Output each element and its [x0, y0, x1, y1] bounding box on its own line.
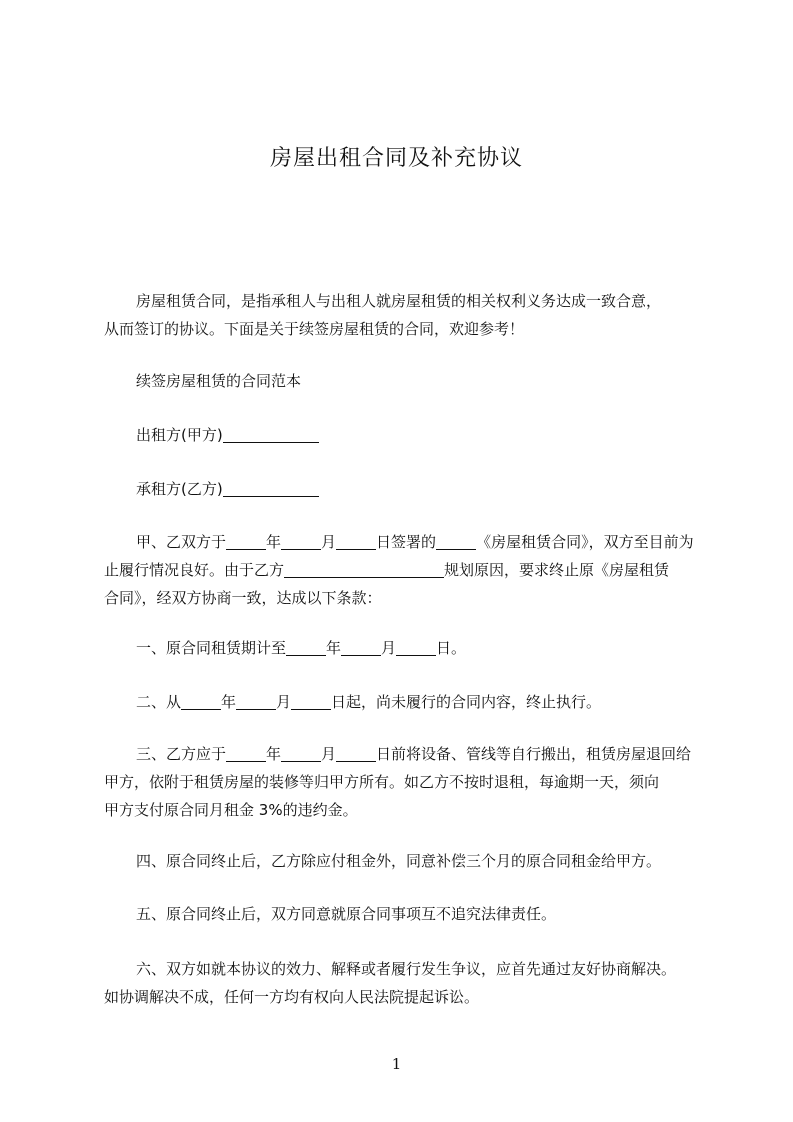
party-a-field	[104, 421, 704, 449]
party-a-label: 出租方(甲方)	[136, 426, 223, 444]
document-title: 房屋出租合同及补充协议	[269, 146, 523, 171]
clause-6: 六、双方如就本协议的效力、解释或者履行发生争议，应首先通过友好协商解决。 如协调解决不成，任何一方均有权向人民法院提起诉讼。	[104, 960, 677, 1006]
reason-blank	[284, 561, 444, 578]
party-b-blank	[223, 480, 319, 497]
party-a-blank	[223, 426, 319, 443]
clause-2: 二、从 年 月 日起，尚未履行的合同内容，终止执行。	[136, 693, 602, 711]
date-day-blank	[336, 533, 376, 550]
clause-3: 三、乙方应于 年 月 日前将设备、管线等自行搬出，租赁房屋退回给 甲方，依附于租赁房屋的装修等归甲方所有。如乙方不按时退租，每逾期一天，须向 甲方支付原合同月租金 3%的违约金。	[104, 745, 692, 819]
sample-heading: 续签房屋租赁的合同范本	[136, 372, 302, 390]
intro-line-2: 从而签订的协议。下面是关于续签房屋租赁的合同，欢迎参考！	[104, 320, 525, 338]
party-b-label: 承租方(乙方)	[136, 480, 223, 498]
intro-line-1: 房屋租赁合同，是指承租人与出租人就房屋租赁的相关权利义务达成一致合意，	[136, 292, 662, 310]
preamble-paragraph: 甲、乙双方于 年 月 日签署的 《房屋租赁合同》，双方至目前为 止履行情况良好。由于乙方 规划原因，要求终止原《房屋租赁 合同》，经双方协商一致，达成以下条款：	[104, 533, 694, 607]
intro-paragraph	[104, 287, 704, 343]
clause-5: 五、原合同终止后，双方同意就原合同事项互不追究法律责任。	[136, 905, 557, 923]
page-number: 1	[391, 1055, 402, 1073]
date-month-blank	[281, 533, 321, 550]
clause-1: 一、原合同租赁期计至 年 月 日。	[136, 639, 467, 657]
clause-4: 四、原合同终止后，乙方除应付租金外，同意补偿三个月的原合同租金给甲方。	[136, 852, 662, 870]
party-b-field	[104, 475, 704, 503]
contract-blank	[436, 533, 476, 550]
date-year-blank	[226, 533, 266, 550]
